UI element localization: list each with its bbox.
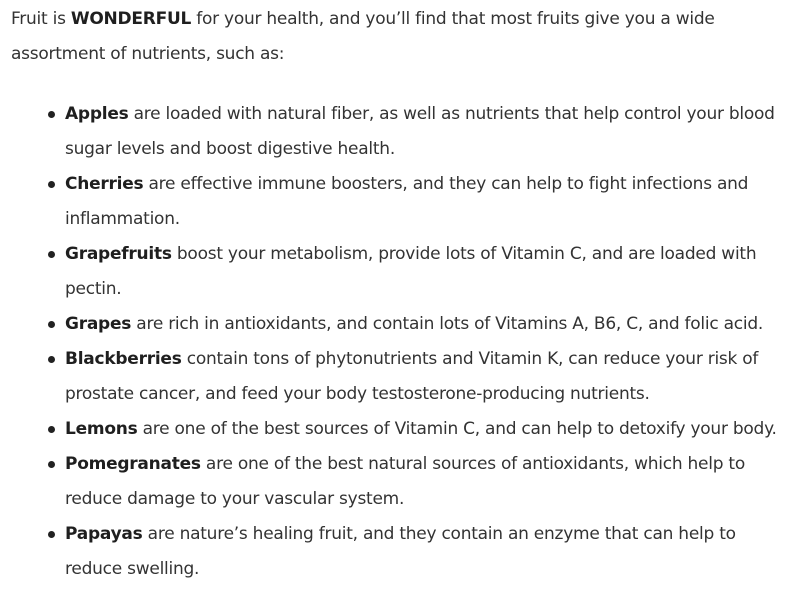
list-item-grapes: [0, 307, 783, 342]
bullet-icon: [48, 531, 55, 538]
bullet-icon: [48, 426, 55, 433]
fruit-description: are rich in antioxidants, and contain lots of Vitamins A, B6, C, and folic acid.: [131, 314, 764, 334]
fruit-description: are one of the best natural sources of antioxidants, which help to reduce damage to your vascular system.: [65, 454, 745, 509]
list-item-papayas: [0, 517, 783, 587]
fruit-description: are effective immune boosters, and they can help to fight infections and inflammation.: [65, 174, 749, 229]
bullet-icon: [48, 356, 55, 363]
list-item-pomegranates: [0, 447, 783, 517]
fruit-list: [0, 97, 795, 587]
bullet-icon: [48, 461, 55, 468]
fruit-description: are one of the best sources of Vitamin C, and can help to detoxify your body.: [137, 419, 777, 439]
list-item-grapefruits: [0, 237, 783, 307]
fruit-description: boost your metabolism, provide lots of Vitamin C, and are loaded with pectin.: [65, 244, 757, 299]
fruit-name: Cherries: [65, 174, 144, 194]
fruit-description: are loaded with natural fiber, as well as nutrients that help control your blood sugar levels and boost digestive health.: [65, 104, 775, 159]
fruit-name: Lemons: [65, 419, 138, 439]
bullet-icon: [48, 251, 55, 258]
list-item-cherries: [0, 167, 783, 237]
intro-emphasis: WONDERFUL: [70, 9, 192, 29]
fruit-name: Grapefruits: [65, 244, 172, 264]
list-item-blackberries: [0, 342, 783, 412]
fruit-name: Papayas: [65, 524, 143, 544]
fruit-description: contain tons of phytonutrients and Vitamin K, can reduce your risk of prostate cancer, and feed your body testosterone-producing nutrients.: [65, 349, 759, 404]
fruit-name: Pomegranates: [65, 454, 201, 474]
bullet-icon: [48, 111, 55, 118]
bullet-icon: [48, 181, 55, 188]
fruit-name: Apples: [65, 104, 129, 124]
fruit-name: Grapes: [65, 314, 132, 334]
intro-text-after: for your health, and you’ll find that most fruits give you a wide assortment of nutrients, such as:: [11, 9, 715, 64]
intro-text-before: Fruit is: [11, 9, 71, 29]
bullet-icon: [48, 321, 55, 328]
list-item-apples: [0, 97, 783, 167]
intro-paragraph: [11, 2, 781, 72]
list-item-lemons: [0, 412, 783, 447]
fruit-description: are nature’s healing fruit, and they contain an enzyme that can help to reduce swelling.: [65, 524, 736, 579]
fruit-name: Blackberries: [65, 349, 182, 369]
